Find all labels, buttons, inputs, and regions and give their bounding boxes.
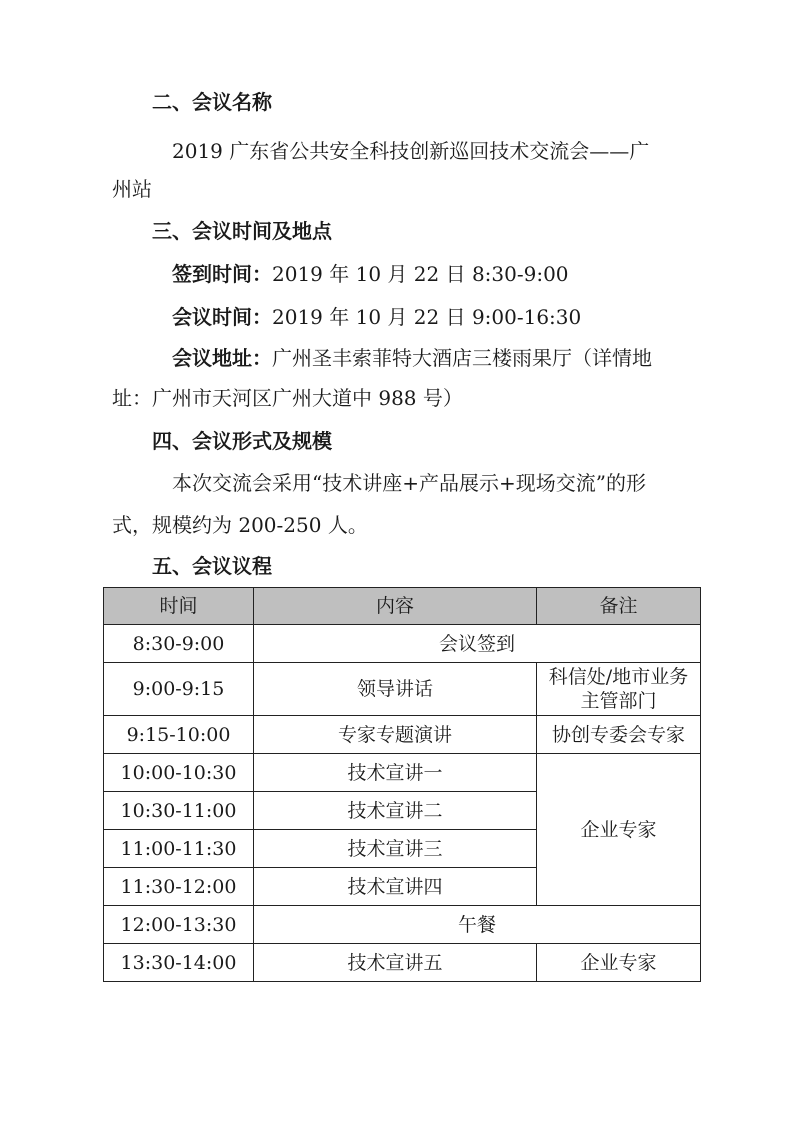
- header-time: 时间: [104, 588, 254, 625]
- time-cell: 11:30-12:00: [104, 868, 254, 906]
- content-cell: 技术宣讲一: [254, 754, 537, 792]
- content-cell: 技术宣讲五: [254, 944, 537, 982]
- agenda-table: [103, 587, 701, 982]
- content-cell: 技术宣讲四: [254, 868, 537, 906]
- table-row: [104, 754, 701, 792]
- address-label: 会议地址：: [172, 346, 272, 370]
- time-cell: 12:00-13:30: [104, 906, 254, 944]
- table-row: [104, 944, 701, 982]
- format-line-1: 本次交流会采用“技术讲座+产品展示+现场交流”的形: [172, 471, 646, 495]
- note-cell: 企业专家: [537, 944, 701, 982]
- time-cell: 10:00-10:30: [104, 754, 254, 792]
- content-cell: 会议签到: [254, 625, 701, 663]
- note-cell-merged: 企业专家: [537, 754, 701, 906]
- meeting-name-line-2: 州站: [112, 177, 152, 201]
- signin-label: 签到时间：: [172, 262, 272, 286]
- time-cell: 11:00-11:30: [104, 830, 254, 868]
- address-value: 广州圣丰索菲特大酒店三楼雨果厅（详情地: [272, 346, 652, 370]
- meeting-time: [172, 305, 581, 329]
- section-5-title: 五、会议议程: [152, 554, 272, 578]
- time-cell: 13:30-14:00: [104, 944, 254, 982]
- meeting-address: [172, 346, 652, 370]
- table-row: [104, 625, 701, 663]
- content-cell: 专家专题演讲: [254, 716, 537, 754]
- table-row: [104, 906, 701, 944]
- table-row: [104, 716, 701, 754]
- content-cell: 领导讲话: [254, 663, 537, 716]
- signin-value: 2019 年 10 月 22 日 8:30-9:00: [272, 262, 569, 286]
- table-row: [104, 663, 701, 716]
- meeting-label: 会议时间：: [172, 305, 272, 329]
- format-line-2: 式，规模约为 200-250 人。: [112, 513, 368, 537]
- note-cell: 协创专委会专家: [537, 716, 701, 754]
- section-4-title: 四、会议形式及规模: [152, 429, 332, 453]
- signin-time: [172, 262, 569, 286]
- section-2-title: 二、会议名称: [152, 90, 272, 114]
- time-cell: 9:15-10:00: [104, 716, 254, 754]
- meeting-value: 2019 年 10 月 22 日 9:00-16:30: [272, 305, 582, 329]
- time-cell: 10:30-11:00: [104, 792, 254, 830]
- time-cell: 8:30-9:00: [104, 625, 254, 663]
- content-cell: 技术宣讲三: [254, 830, 537, 868]
- section-3-title: 三、会议时间及地点: [152, 219, 332, 243]
- time-cell: 9:00-9:15: [104, 663, 254, 716]
- header-note: 备注: [537, 588, 701, 625]
- note-cell: 科信处/地市业务主管部门: [537, 663, 701, 716]
- table-header-row: [104, 588, 701, 625]
- header-content: 内容: [254, 588, 537, 625]
- meeting-name-line-1: 2019 广东省公共安全科技创新巡回技术交流会——广: [172, 139, 650, 163]
- content-cell: 技术宣讲二: [254, 792, 537, 830]
- content-cell: 午餐: [254, 906, 701, 944]
- address-line-2: 址：广州市天河区广州大道中 988 号）: [112, 386, 463, 410]
